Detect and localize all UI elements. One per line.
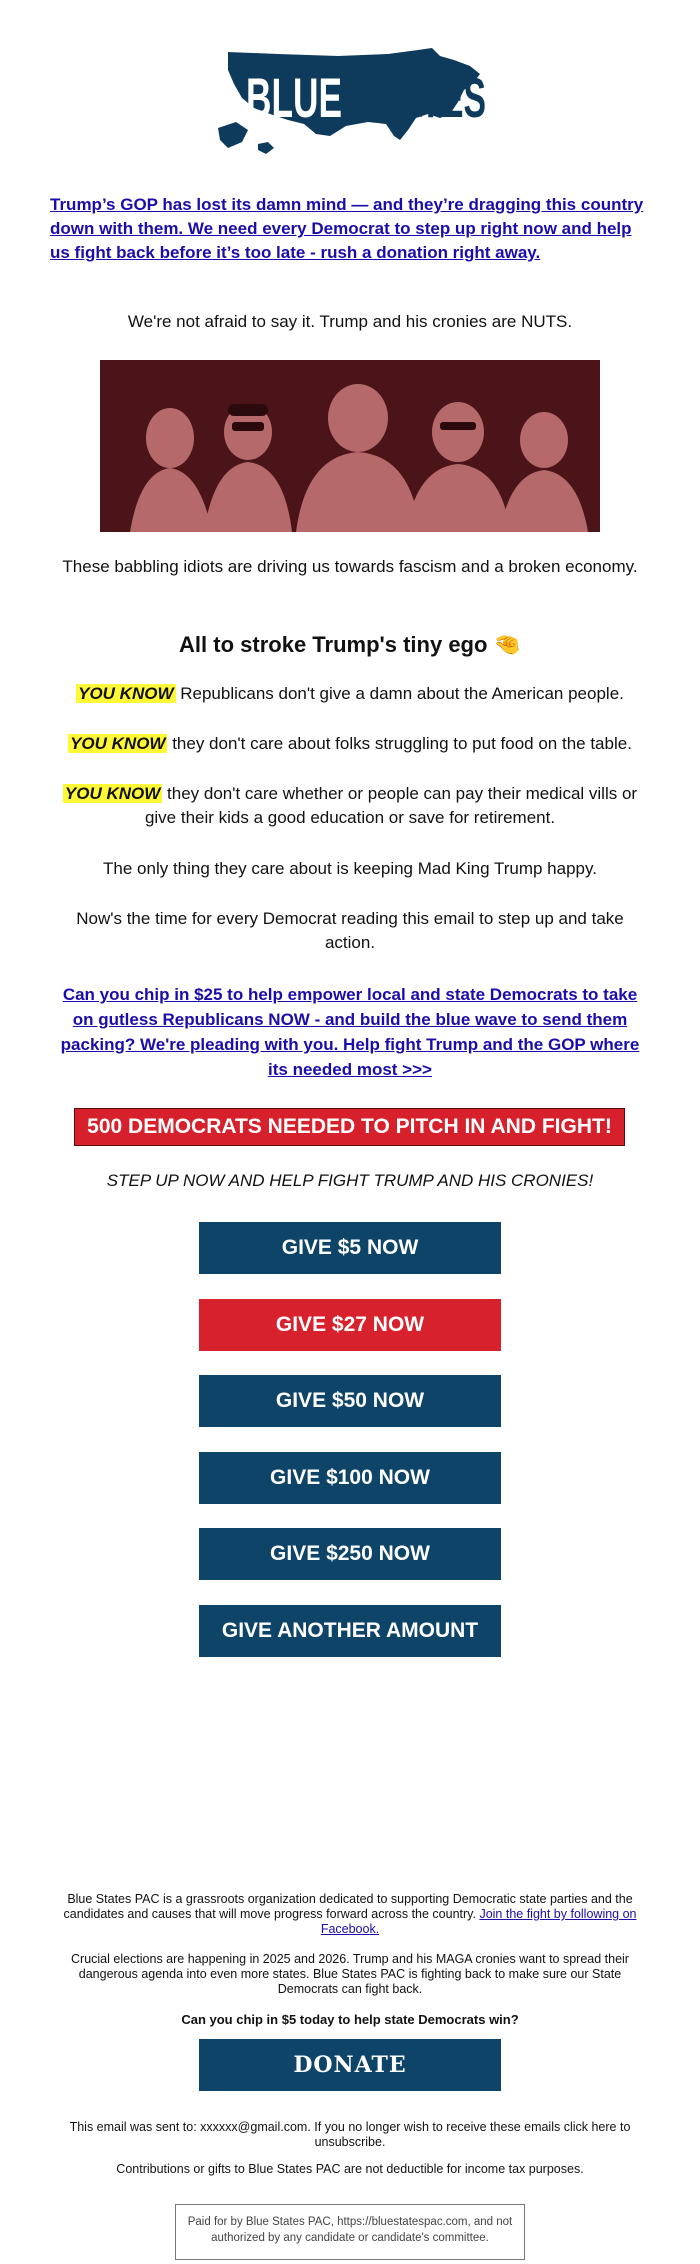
you-know-text: Republicans don't give a damn about the American people.	[175, 684, 624, 703]
logo-text-states: STATES	[358, 66, 486, 129]
step-up-text: STEP UP NOW AND HELP FIGHT TRUMP AND HIS CRONIES!	[106, 1171, 594, 1190]
you-know-text: they don't care about folks struggling to put food on the table.	[167, 734, 632, 753]
you-know-text: they don't care whether or people can pay their medical vills or give their kids a good education or save for retirement.	[144, 784, 638, 827]
urgency-banner[interactable]: 500 DEMOCRATS NEEDED TO PITCH IN AND FIGHT!	[74, 1108, 625, 1146]
donate-button[interactable]: DONATE	[199, 2039, 501, 2091]
facebook-link[interactable]: Join the fight by following on Facebook.	[320, 1907, 637, 1936]
you-know-highlight: YOU KNOW	[70, 734, 166, 753]
footer-about	[50, 1892, 650, 1937]
footer-tax-notice: Contributions or gifts to Blue States PAC are not deductible for income tax purposes.	[116, 2162, 584, 2176]
footer-about-text: Blue States PAC is a grassroots organization dedicated to supporting Democratic state parties and the candidates and causes that will move progress forward across the country.	[63, 1892, 633, 1921]
give-100-button[interactable]: GIVE $100 NOW	[199, 1452, 501, 1504]
give-another-amount-button[interactable]: GIVE ANOTHER AMOUNT	[199, 1605, 501, 1657]
us-map-icon	[218, 44, 490, 156]
babbling-text: These babbling idiots are driving us towards fascism and a broken economy.	[62, 557, 638, 576]
ego-heading: All to stroke Trump's tiny ego 🤏	[179, 632, 521, 657]
logo-text-blue: BLUE	[246, 66, 342, 129]
paid-for-disclaimer: Paid for by Blue States PAC, https://bluestatespac.com, and not authorized by any candidate or candidate's committee.	[175, 2204, 525, 2260]
footer-elections: Crucial elections are happening in 2025 and 2026. Trump and his MAGA cronies want to spread their dangerous agenda into even more states. Blue States PAC is fighting back to make sure our State Democrats can fight back.	[71, 1952, 629, 1996]
you-know-highlight: YOU KNOW	[78, 684, 174, 703]
mad-king-text: The only thing they care about is keeping Mad King Trump happy.	[103, 859, 597, 878]
give-5-button[interactable]: GIVE $5 NOW	[199, 1222, 501, 1274]
footer-sent-to: This email was sent to: xxxxxx@gmail.com. If you no longer wish to receive these emails click here to unsubscribe.	[69, 2120, 631, 2149]
give-27-button[interactable]: GIVE $27 NOW	[199, 1299, 501, 1351]
you-know-line-1	[50, 682, 650, 706]
gop-figures-photo	[100, 360, 600, 532]
you-know-line-3	[50, 782, 650, 830]
give-50-button[interactable]: GIVE $50 NOW	[199, 1375, 501, 1427]
you-know-line-2	[50, 732, 650, 756]
call-to-action-text: Now's the time for every Democrat reading this email to step up and take action.	[76, 909, 624, 952]
you-know-highlight: YOU KNOW	[64, 784, 161, 803]
intro-text: We're not afraid to say it. Trump and his cronies are NUTS.	[127, 312, 573, 331]
blue-states-logo[interactable]	[218, 44, 490, 156]
give-250-button[interactable]: GIVE $250 NOW	[199, 1528, 501, 1580]
chip-in-link[interactable]: Can you chip in $25 to help empower local and state Democrats to take on gutless Republicans NOW - and build the blue wave to send them packing? We're pleading with you. Help fight Trump and the GOP where its needed most >>>	[60, 985, 640, 1079]
lead-donation-link[interactable]: Trump’s GOP has lost its damn mind — and they’re dragging this country down with them. We need every Democrat to step up right now and help us fight back before it’s too late - rush a donation right away.	[50, 195, 644, 262]
footer-chip-in: Can you chip in $5 today to help state Democrats win?	[181, 2012, 519, 2027]
